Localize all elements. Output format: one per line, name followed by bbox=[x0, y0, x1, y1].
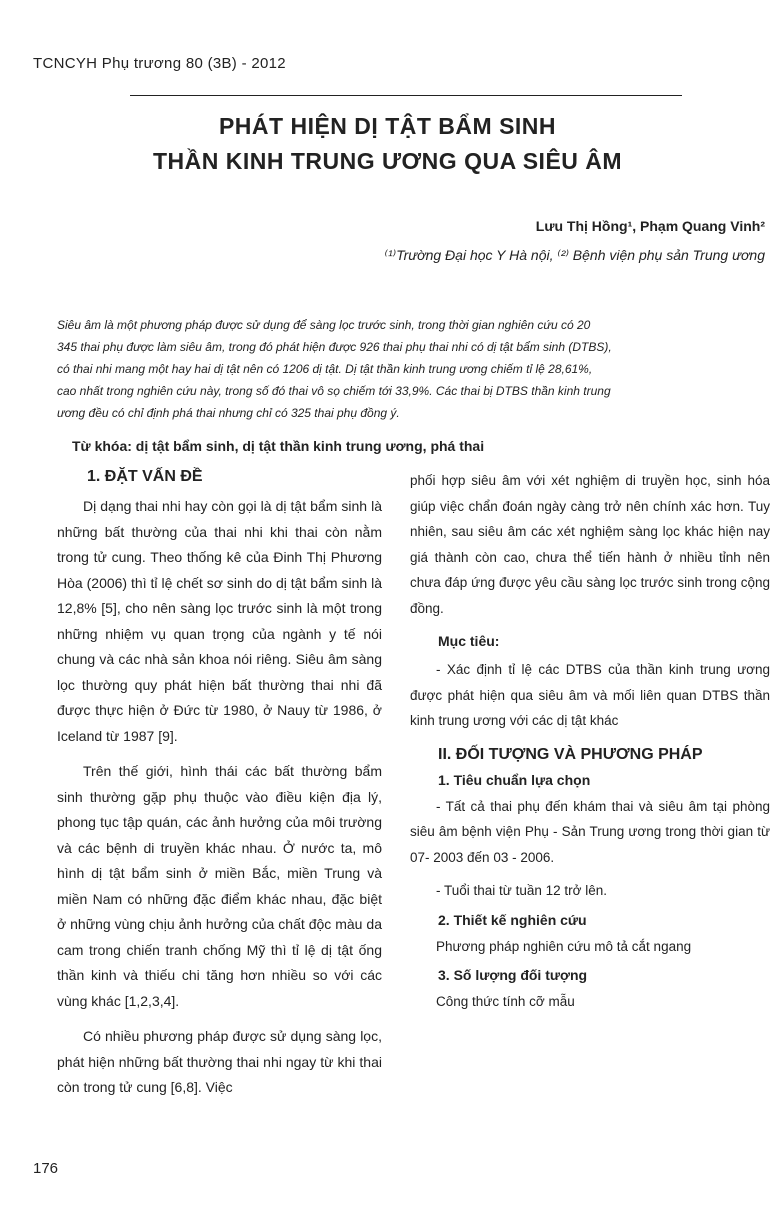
abstract-line: Siêu âm là một phương pháp được sử dụng để sàng lọc trước sinh, trong thời gian nghiên cứu có 20 bbox=[57, 318, 591, 332]
subsection-1-title: 1. Tiêu chuẩn lựa chọn bbox=[438, 771, 591, 788]
abstract-line: ương đều có chỉ định phá thai nhưng chỉ có 325 thai phụ đồng ý. bbox=[57, 406, 400, 420]
objective-text: - Xác định tỉ lệ các DTBS của thần kinh trung ương được phát hiện qua siêu âm và mối liên quan DTBS thần kinh trung ương với các dị tật khác bbox=[410, 662, 770, 728]
left-column bbox=[57, 468, 382, 1101]
abstract-line: cao nhất trong nghiên cứu này, trong số đó thai vô sọ chiếm tới 33,9%. Các thai bị DTBS thần kinh trung bbox=[57, 384, 611, 398]
article-title-line-2: THẦN KINH TRUNG ƯƠNG QUA SIÊU ÂM bbox=[152, 148, 623, 174]
objective-label: Mục tiêu: bbox=[438, 633, 500, 649]
page-number: 176 bbox=[33, 1160, 59, 1177]
subsection-2-title: 2. Thiết kế nghiên cứu bbox=[438, 911, 587, 928]
authors: Lưu Thị Hồng¹, Phạm Quang Vinh² bbox=[535, 218, 765, 234]
article-title-line-1: PHÁT HIỆN DỊ TẬT BẨM SINH bbox=[218, 113, 557, 139]
right-column bbox=[410, 468, 770, 1015]
header-rule bbox=[130, 95, 682, 96]
section-2-title: II. ĐỐI TƯỢNG VÀ PHƯƠNG PHÁP bbox=[438, 745, 703, 763]
section-1-title: 1. ĐẶT VẤN ĐỀ bbox=[87, 468, 203, 485]
subsection-3-text: Công thức tính cỡ mẫu bbox=[436, 994, 575, 1009]
subsection-1-text-2: - Tuổi thai từ tuần 12 trở lên. bbox=[436, 883, 607, 898]
abstract-line: 345 thai phụ được làm siêu âm, trong đó phát hiện được 926 thai phụ thai nhi có dị tật bẩm sinh (DTBS), bbox=[57, 340, 612, 354]
intro-paragraph-2: Trên thế giới, hình thái các bất thường bẩm sinh thường gặp phụ thuộc vào điều kiện địa lý, phong tục tập quán, các ảnh hưởng của môi trường và các bệnh di truyền khác nhau. Ở nước ta, mô hình dị tật bẩm sinh ở miền Bắc, miền Trung và miền Nam có những đặc điểm khác nhau, đặc biệt ở những vùng chịu ảnh hưởng của chất độc màu da cam trong chiến tranh chống Mỹ thì tỉ lệ dị tật ống thần kinh và thiếu chi tăng hơn nhiều so với các vùng khác [1,2,3,4]. bbox=[57, 763, 382, 1009]
abstract-line: có thai nhi mang một hay hai dị tật nên có 1206 dị tật. Dị tật thần kinh trung ương chiếm tỉ lệ 28,61%, bbox=[57, 362, 593, 376]
journal-header: TCNCYH Phụ trương 80 (3B) - 2012 bbox=[33, 55, 286, 72]
subsection-1-text: - Tất cả thai phụ đến khám thai và siêu âm tại phòng siêu âm bệnh viện Phụ - Sản Trung ương trong thời gian từ 07- 2003 đến 03 - 2006. bbox=[410, 798, 770, 865]
intro-paragraph-1: Dị dạng thai nhi hay còn gọi là dị tật bẩm sinh là những bất thường của thai nhi khi thai còn nằm trong tử cung. Theo thống kê của Đinh Thị Phương Hòa (2006) thì tỉ lệ chết sơ sinh do dị tật bẩm sinh là 12,8% [5], cho nên sàng lọc trước sinh là một trong những nhiệm vụ quan trọng của ngành y tế nói chung và các nhà sản khoa nói riêng. Siêu âm sàng lọc thường quy phát hiện bất thường thai nhi đã được thực hiện ở Đức từ 1980, ở Nauy từ 1986, ở Iceland từ 1987 [9]. bbox=[57, 498, 382, 744]
subsection-3-title: 3. Số lượng đối tượng bbox=[438, 967, 588, 983]
subsection-2-text: Phương pháp nghiên cứu mô tả cắt ngang bbox=[436, 938, 692, 954]
keywords: Từ khóa: dị tật bẩm sinh, dị tật thần kinh trung ương, phá thai bbox=[72, 438, 485, 454]
intro-paragraph-3: Có nhiều phương pháp được sử dụng sàng lọc, phát hiện những bất thường thai nhi ngay từ khi thai còn trong tử cung [6,8]. Việc bbox=[57, 1028, 382, 1095]
abstract bbox=[57, 314, 765, 424]
intro-paragraph-4: phối hợp siêu âm với xét nghiệm di truyền học, sinh hóa giúp việc chẩn đoán ngày càng trở nên chính xác hơn. Tuy nhiên, sau siêu âm các xét nghiệm sàng lọc khác hiện nay giá thành còn cao, chưa thể tiến hành ở nhiều tỉnh nên chưa đáp ứng được yêu cầu sàng lọc trước sinh trong cộng đồng. bbox=[410, 473, 770, 616]
affiliation: ⁽¹⁾Trường Đại học Y Hà nội, ⁽²⁾ Bệnh viện phụ sản Trung ương bbox=[384, 247, 765, 263]
